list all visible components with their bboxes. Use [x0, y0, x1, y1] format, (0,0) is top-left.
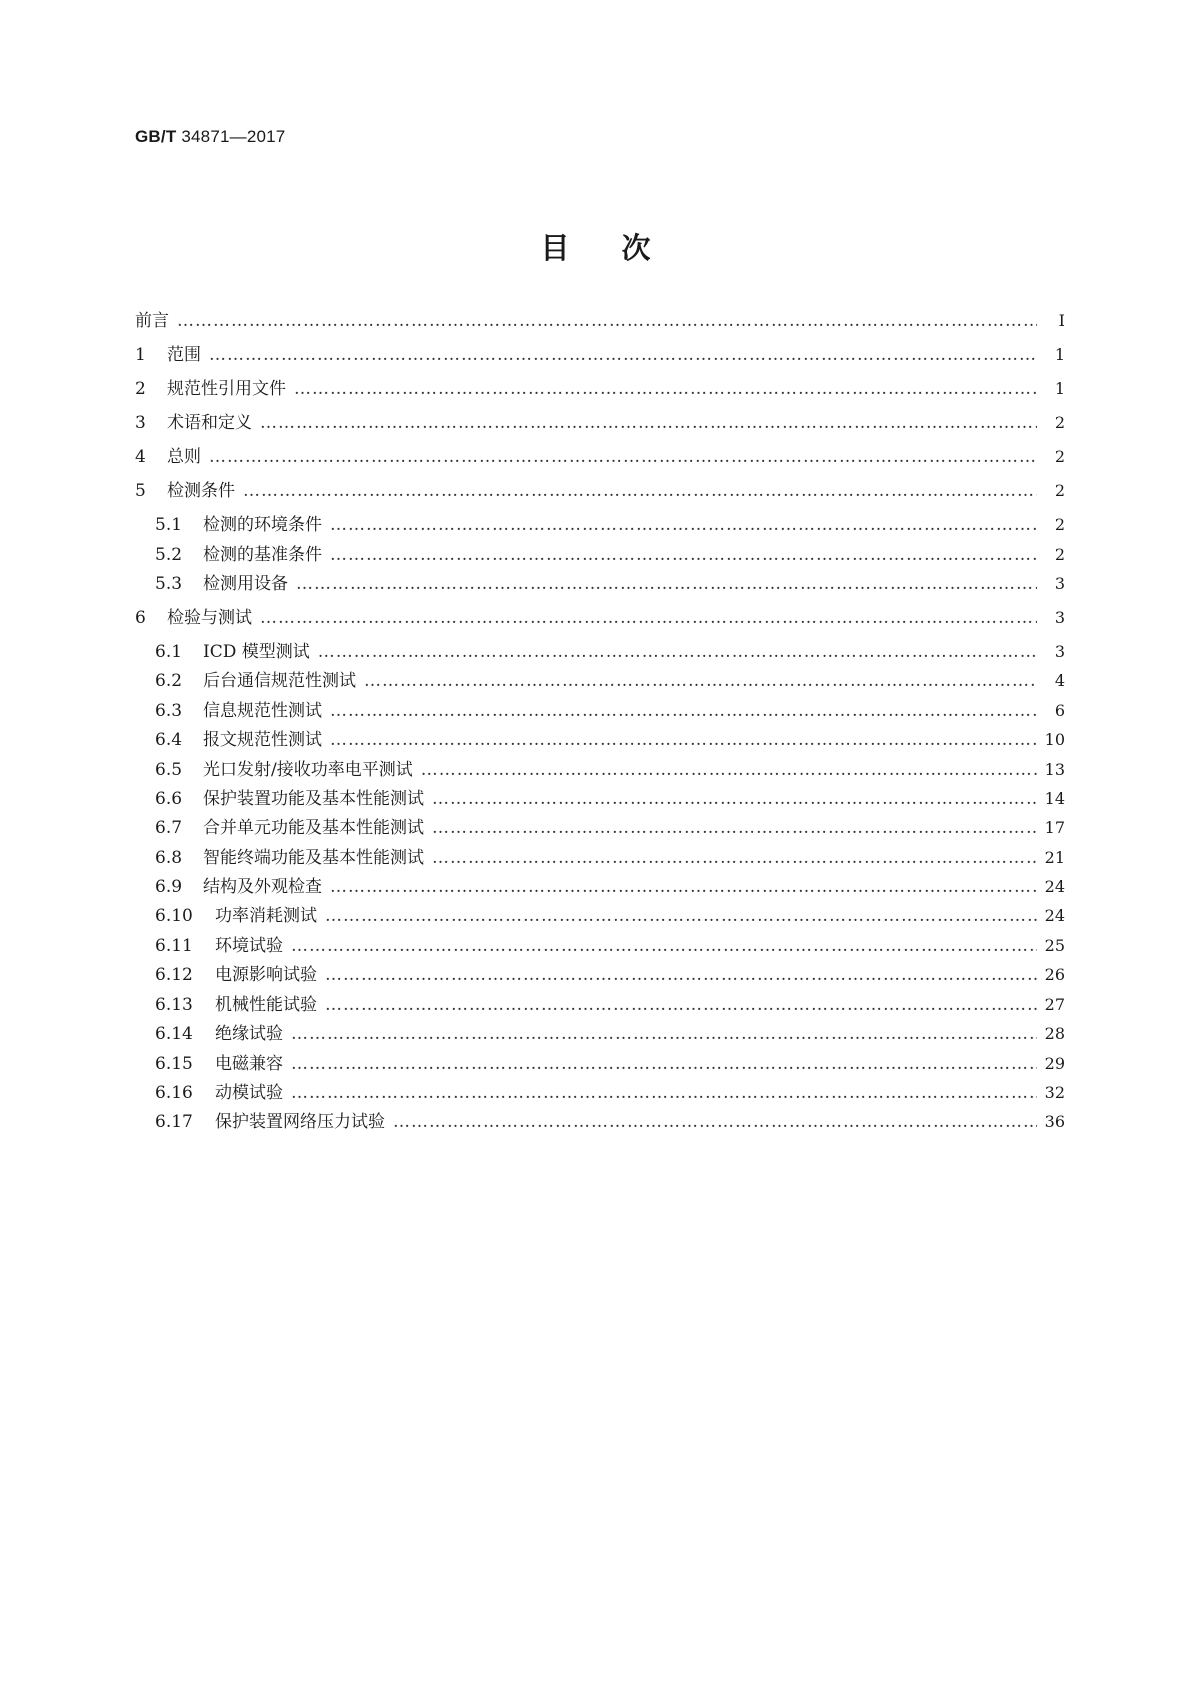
toc-leader-dots	[364, 669, 1037, 693]
toc-entry-number: 6.10	[155, 906, 193, 926]
toc-subentry[interactable]	[155, 699, 1065, 723]
toc-entry-page: 10	[1044, 730, 1065, 749]
toc-entry-page: 29	[1044, 1054, 1065, 1073]
toc-leader-dots	[330, 543, 1037, 567]
toc-entry-number: 6.3	[155, 701, 183, 721]
toc-leader-dots	[421, 758, 1037, 782]
toc-entry-page: 28	[1044, 1024, 1065, 1043]
toc-leader-dots	[432, 816, 1037, 840]
toc-entry-number: 4	[135, 447, 146, 467]
toc-entry-number: 6.15	[155, 1054, 193, 1074]
toc-entry-page: 6	[1054, 701, 1065, 720]
toc-entry-page: 26	[1044, 965, 1065, 984]
toc-entry-number: 6.11	[155, 936, 193, 956]
toc-entry[interactable]	[135, 479, 1065, 503]
toc-leader-dots	[243, 479, 1037, 503]
toc-entry-title: 检测的基准条件	[203, 545, 322, 565]
toc-entry-page: 3	[1054, 574, 1065, 593]
toc-entry-title: 规范性引用文件	[167, 379, 286, 399]
toc-entry-number: 6.17	[155, 1112, 193, 1132]
toc-leader-dots	[177, 309, 1037, 333]
toc-leader-dots	[432, 787, 1037, 811]
toc-leader-dots	[325, 963, 1037, 987]
toc-leader-dots	[291, 1022, 1037, 1046]
toc-entry[interactable]	[135, 343, 1065, 367]
toc-leader-dots	[260, 411, 1037, 435]
toc-entry-number: 6.8	[155, 848, 183, 868]
toc-subentry[interactable]	[155, 904, 1065, 928]
toc-entry[interactable]	[135, 606, 1065, 630]
toc-entry-page: 2	[1054, 515, 1065, 534]
toc-entry-title: 环境试验	[215, 936, 283, 956]
toc-subentry[interactable]	[155, 758, 1065, 782]
toc-entry-number: 5.3	[155, 574, 183, 594]
toc-subentry[interactable]	[155, 640, 1065, 664]
toc-leader-dots	[432, 846, 1037, 870]
standard-code	[135, 127, 285, 147]
toc-subentry[interactable]	[155, 787, 1065, 811]
toc-leader-dots	[294, 377, 1037, 401]
toc-entry-number: 5.1	[155, 515, 183, 535]
toc-entry-number: 6.13	[155, 995, 193, 1015]
toc-leader-dots	[260, 606, 1037, 630]
toc-entry[interactable]	[135, 377, 1065, 401]
toc-entry-number: 5.2	[155, 545, 183, 565]
toc-subentry[interactable]	[155, 963, 1065, 987]
toc-subentry[interactable]	[155, 816, 1065, 840]
toc-subentry[interactable]	[155, 1110, 1065, 1134]
toc-entry-page: 13	[1044, 760, 1065, 779]
page-title: 目次	[540, 231, 703, 265]
toc-entry-page: 2	[1054, 447, 1065, 466]
toc-entry-number: 6.14	[155, 1024, 193, 1044]
toc-entry-page: 3	[1054, 608, 1065, 627]
toc-entry-title: 总则	[167, 447, 201, 467]
toc-entry-title: 电源影响试验	[215, 965, 317, 985]
toc-subentry[interactable]	[155, 513, 1065, 537]
toc-leader-dots	[330, 699, 1037, 723]
toc-leader-dots	[330, 728, 1037, 752]
toc-entry-page: 1	[1054, 379, 1065, 398]
toc-entry-page: 2	[1054, 413, 1065, 432]
toc-leader-dots	[393, 1110, 1037, 1134]
toc-entry-number: 6.7	[155, 818, 183, 838]
toc-entry-number: 1	[135, 345, 146, 365]
toc-entry-page: 36	[1044, 1112, 1065, 1131]
toc-subentry[interactable]	[155, 1081, 1065, 1105]
toc-entry-title: 智能终端功能及基本性能测试	[203, 848, 424, 868]
toc-entry-title: 合并单元功能及基本性能测试	[203, 818, 424, 838]
toc-entry-page: 21	[1044, 848, 1065, 867]
toc-entry-title: 检测条件	[167, 481, 235, 501]
toc-entry-title: 检测的环境条件	[203, 515, 322, 535]
toc-entry-number: 6.5	[155, 760, 183, 780]
toc-subentry[interactable]	[155, 875, 1065, 899]
toc-entry-title: 电磁兼容	[215, 1054, 283, 1074]
toc-leader-dots	[330, 875, 1037, 899]
toc-entry-number: 3	[135, 413, 146, 433]
toc-subentry[interactable]	[155, 572, 1065, 596]
toc-subentry[interactable]	[155, 846, 1065, 870]
toc-entry-number: 2	[135, 379, 146, 399]
toc-leader-dots	[291, 1081, 1037, 1105]
toc-entry-page: 32	[1044, 1083, 1065, 1102]
toc-entry-title: 检验与测试	[167, 608, 252, 628]
toc-entry-page: 24	[1044, 906, 1065, 925]
toc-entry-page: 2	[1054, 481, 1065, 500]
standard-code-prefix: GB/T	[135, 127, 177, 146]
toc-entry-page: 24	[1044, 877, 1065, 896]
toc-entry-number: 6.6	[155, 789, 183, 809]
toc-leader-dots	[318, 640, 1037, 664]
toc-entry-page: 1	[1054, 345, 1065, 364]
toc-subentry[interactable]	[155, 934, 1065, 958]
toc-entry-title: 术语和定义	[167, 413, 252, 433]
toc-entry-title: 保护装置功能及基本性能测试	[203, 789, 424, 809]
toc-entry-title: 信息规范性测试	[203, 701, 322, 721]
toc-entry-title: 结构及外观检查	[203, 877, 322, 897]
toc-leader-dots	[296, 572, 1037, 596]
toc-leader-dots	[330, 513, 1037, 537]
toc-entry-title: 机械性能试验	[215, 995, 317, 1015]
toc-leader-dots	[209, 445, 1037, 469]
toc-entry-page: 14	[1044, 789, 1065, 808]
toc-entry-title: 报文规范性测试	[203, 730, 322, 750]
toc-subentry[interactable]	[155, 1022, 1065, 1046]
toc-entry-title: 后台通信规范性测试	[203, 671, 356, 691]
standard-code-number: 34871—2017	[181, 127, 286, 146]
toc-entry-page: 2	[1054, 545, 1065, 564]
toc-subentry[interactable]	[155, 543, 1065, 567]
toc-leader-dots	[325, 904, 1037, 928]
toc-entry-title: 动模试验	[215, 1083, 283, 1103]
toc-entry-number: 6.1	[155, 642, 183, 662]
toc-entry-page: 27	[1044, 995, 1065, 1014]
toc-entry-title: 功率消耗测试	[215, 906, 317, 926]
toc-entry-title: 范围	[167, 345, 201, 365]
toc-entry-title: 光口发射/接收功率电平测试	[203, 760, 413, 780]
toc-leader-dots	[291, 934, 1037, 958]
toc-entry-title: 保护装置网络压力试验	[215, 1112, 385, 1132]
toc-entry-number: 6.12	[155, 965, 193, 985]
toc-entry-title: 前言	[135, 311, 169, 331]
toc-subentry[interactable]	[155, 728, 1065, 752]
toc-entry-number: 6.9	[155, 877, 183, 897]
toc-entry-page: Ⅰ	[1058, 311, 1065, 330]
toc-entry-title: ICD 模型测试	[203, 642, 310, 662]
toc-entry-foreword[interactable]	[135, 309, 1065, 333]
toc-entry-title: 绝缘试验	[215, 1024, 283, 1044]
toc-leader-dots	[291, 1052, 1037, 1076]
toc-leader-dots	[209, 343, 1037, 367]
toc-entry[interactable]	[135, 445, 1065, 469]
toc-entry-title: 检测用设备	[203, 574, 288, 594]
toc-entry-number: 6.16	[155, 1083, 193, 1103]
toc-entry-page: 4	[1054, 671, 1065, 690]
toc-subentry[interactable]	[155, 1052, 1065, 1076]
toc-entry-page: 3	[1054, 642, 1065, 661]
toc-entry-page: 17	[1044, 818, 1065, 837]
toc-entry-number: 6	[135, 608, 146, 628]
toc-entry-number: 6.2	[155, 671, 183, 691]
toc-entry-number: 6.4	[155, 730, 183, 750]
toc-leader-dots	[325, 993, 1037, 1017]
toc-entry-number: 5	[135, 481, 146, 501]
toc-subentry[interactable]	[155, 993, 1065, 1017]
toc-entry[interactable]	[135, 411, 1065, 435]
toc-subentry[interactable]	[155, 669, 1065, 693]
toc-entry-page: 25	[1044, 936, 1065, 955]
